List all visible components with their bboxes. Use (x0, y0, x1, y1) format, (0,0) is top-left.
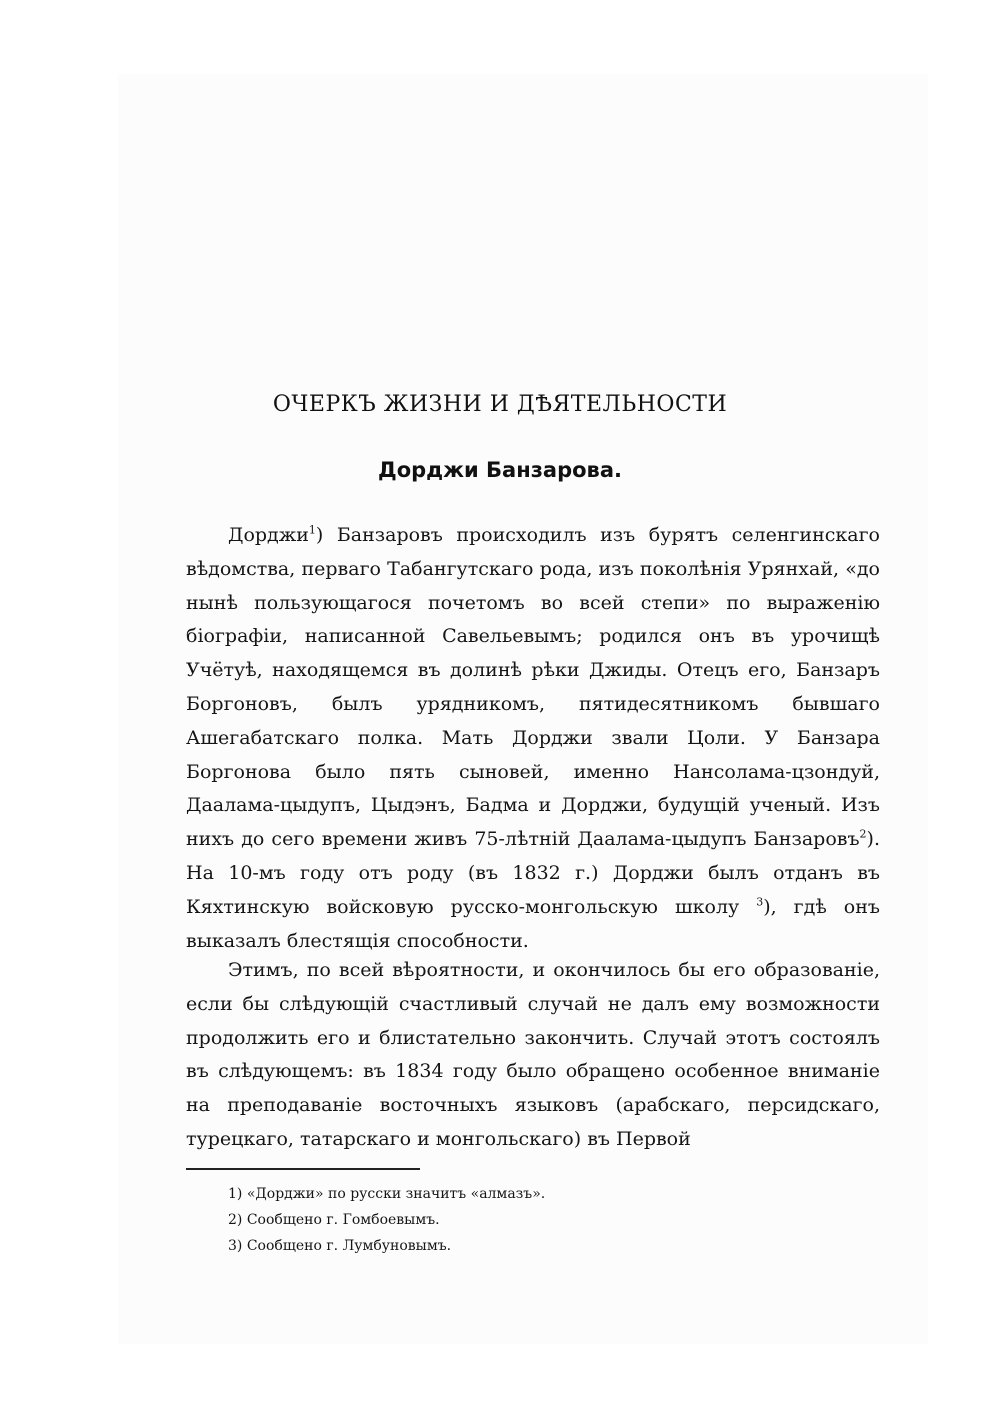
footnote-divider (186, 1168, 420, 1170)
page-title: ОЧЕРКЪ ЖИЗНИ И ДѢЯТЕЛЬНОСТИ (272, 392, 728, 417)
footnote-1: 1) «Дорджи» по русски значитъ «алмазъ». (228, 1186, 546, 1202)
paragraph-1-text-b: ) Банзаровъ происходилъ изъ бурятъ селенгинскаго вѣдомства, перваго Табангутскаго рода, изъ поколѣнія Урянхай, «до нынѣ пользующагося почетомъ во всей степи» по выраженію біографіи, написанной Савельевымъ; родился онъ въ урочищѣ Учётуѣ, находящемся въ долинѣ рѣки Джиды. Отецъ его, Банзаръ Боргоновъ, былъ урядникомъ, пятидесятникомъ бывшаго Ашегабатскаго полка. Мать Дорджи звали Цоли. У Банзара Боргонова было пять сыновей, именно Нансолама-цзондуй, Даалама-цыдупъ, Цыдэнъ, Бадма и Дорджи, будущій ученый. Изъ нихъ до сего времени живъ 75-лѣтній Даалама-цыдупъ Банзаровъ (186, 524, 880, 851)
paragraph-1-text-a: Дорджи (228, 524, 309, 546)
footnotes-list (228, 1181, 545, 1259)
footnote-2: 2) Сообщено г. Гомбоевымъ. (228, 1212, 440, 1228)
paragraph-1 (186, 519, 880, 958)
paragraph-1-text-c: ). На 10-мъ году отъ роду (въ 1832 г.) Дорджи былъ отданъ въ Кяхтинскую войсковую русско-монгольскую школу (186, 828, 880, 918)
footnote-ref-3: 3 (756, 895, 764, 909)
footnote-3: 3) Сообщено г. Лумбуновымъ. (228, 1238, 452, 1254)
footnote-ref-2: 2 (859, 827, 867, 841)
paragraph-2: Этимъ, по всей вѣроятности, и окончилось бы его образованіе, если бы слѣдующій счастливый случай не далъ ему возможности продолжить его и блистательно закончить. Случай этотъ состоялъ въ слѣдующемъ: въ 1834 году было обращено особенное вниманіе на преподаваніе восточныхъ языковъ (арабскаго, персидскаго, турецкаго, татарскаго и монгольскаго) въ Первой (186, 959, 880, 1150)
paragraph-1-text-d: ), гдѣ онъ выказалъ блестящія способности. (186, 895, 880, 952)
page-subtitle: Дорджи Банзарова. (377, 458, 622, 482)
footnote-ref-1: 1 (308, 523, 316, 537)
